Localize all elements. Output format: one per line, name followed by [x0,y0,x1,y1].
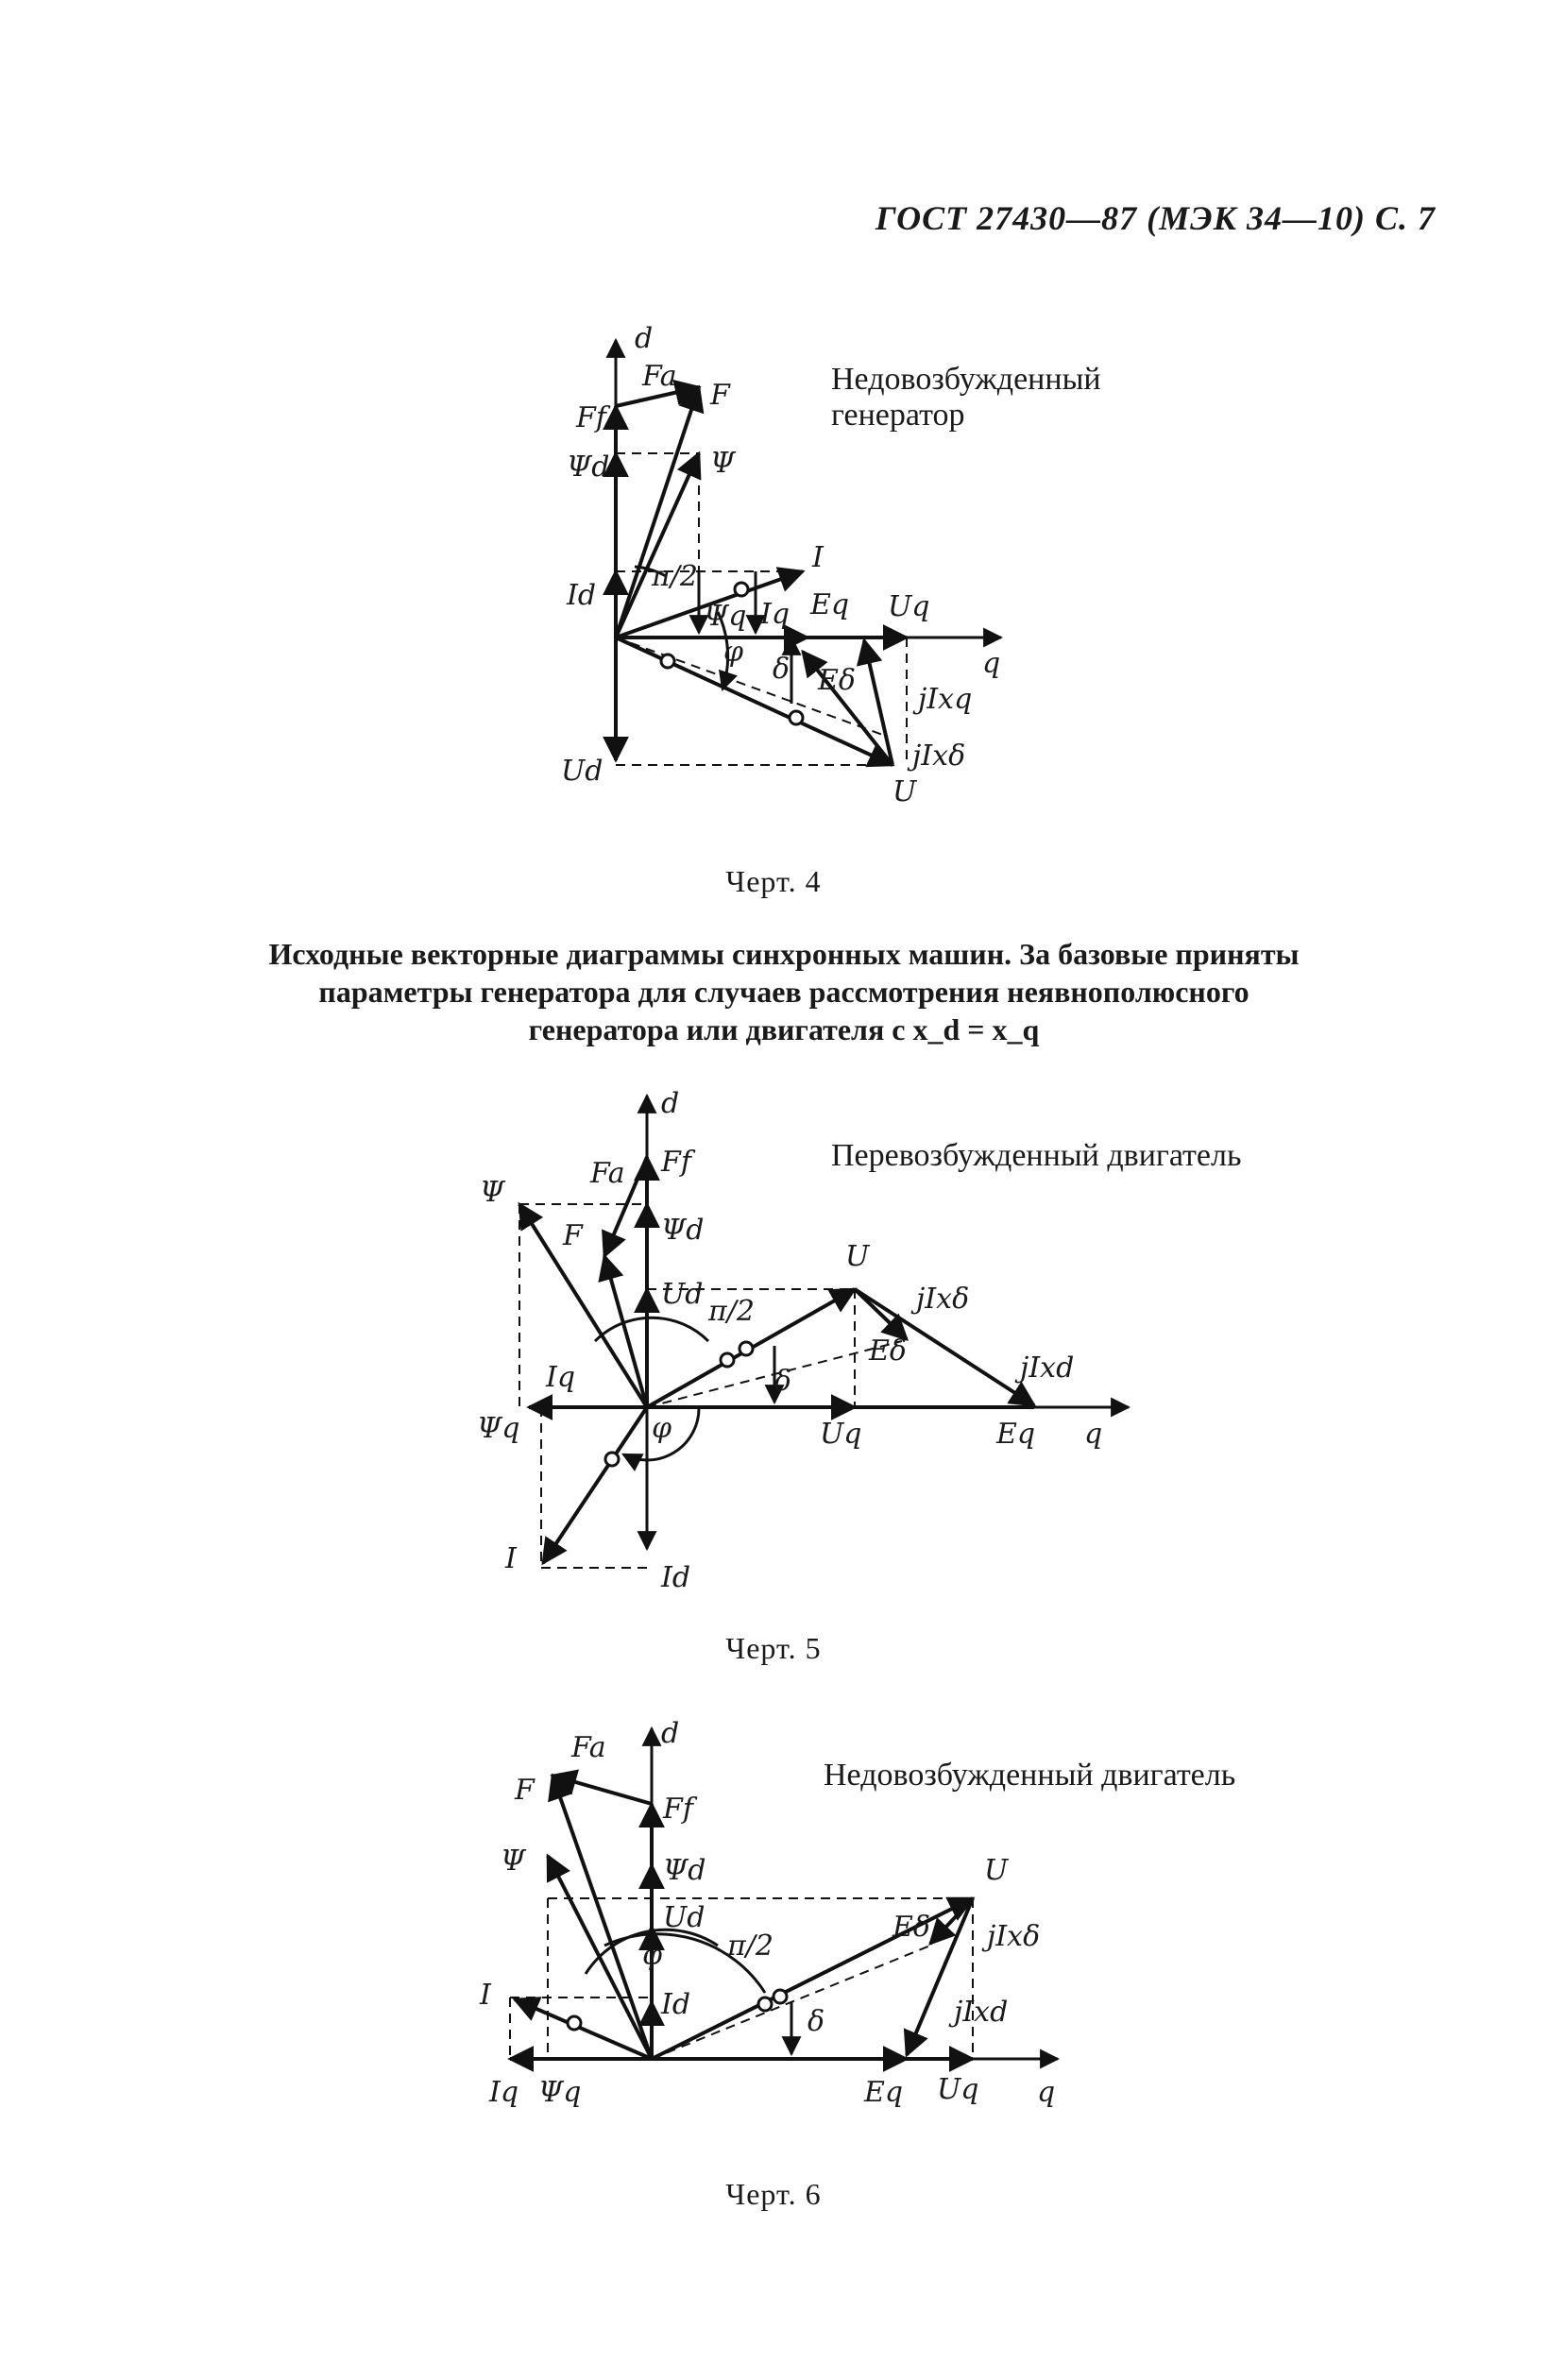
fig5-label-Psi: Ψ [480,1176,505,1209]
figure-4-caption: Черт. 4 [725,864,822,898]
fig4-vector-U [616,638,892,765]
fig5-label-jIxd: jIxd [1020,1352,1075,1385]
fig6-label-Iq: Iq [489,2076,519,2109]
fig6-node-3 [774,1990,787,2003]
fig5-label-U: U [845,1240,870,1273]
fig6-label-Id: Id [661,1988,691,2021]
figure-5-diagram [477,1087,1241,1594]
fig5-label-Id: Id [661,1561,691,1594]
fig6-label-Psi: Ψ [501,1844,526,1878]
fig4-label-phi: φ [723,636,744,669]
fig4-label-q: q [982,647,1001,680]
fig4-label-Fa: Fa [642,360,677,393]
fig6-label-Edelta: Eδ [892,1911,930,1944]
fig5-node-1 [721,1353,734,1367]
fig6-label-I: I [480,1979,491,2012]
fig4-node-1 [735,583,748,596]
fig6-label-F: F [515,1774,535,1807]
fig6-node-1 [568,2016,581,2030]
fig4-label-Psiq: Ψq [704,600,747,633]
fig5-label-jIxdelta: jIxδ [916,1283,970,1316]
fig4-label-I: I [812,541,824,574]
fig5-label-Psid: Ψd [661,1214,705,1247]
fig4-label-F: F [710,379,730,412]
figure-5-caption: Черт. 5 [725,1631,822,1665]
figure-5-title: Перевозбужденный двигатель [831,1138,1242,1173]
heading-line-2: параметры генератора для случаев рассмотрения неявнополюсного [318,975,1250,1009]
fig5-label-F: F [563,1219,583,1252]
fig6-label-Ff: Ff [663,1793,693,1826]
fig4-label-Eq: Eq [810,588,850,621]
fig5-vector-jIxdelta [855,1289,907,1339]
fig4-label-delta: δ [773,653,790,686]
page-header: ГОСТ 27430—87 (МЭК 34—10) С. 7 [875,199,1436,237]
fig5-label-Edelta: Eδ [869,1334,907,1368]
fig4-label-Id: Id [567,579,597,612]
fig5-label-Eq: Eq [996,1418,1036,1451]
fig5-node-3 [605,1453,619,1466]
fig6-node-2 [758,1998,772,2011]
figure-4-title-line-1: Недовозбужденный [831,362,1101,397]
fig6-label-U: U [984,1854,1009,1887]
fig6-vector-I [515,1999,652,2059]
fig5-label-Psiq: Ψq [477,1412,520,1445]
fig6-label-d: d [661,1717,680,1750]
fig4-label-Psi: Ψ [710,447,736,480]
fig5-label-Iq: Iq [546,1361,576,1394]
figure-6-caption: Черт. 6 [725,2177,822,2211]
fig4-node-3 [790,711,803,724]
figure-4-diagram [561,322,1101,808]
fig5-label-phi: φ [652,1412,672,1445]
fig4-label-d: d [635,322,654,355]
fig4-label-Iq: Iq [760,598,790,631]
fig5-node-2 [740,1342,753,1355]
fig6-label-Psid: Ψd [663,1854,706,1887]
fig6-label-q: q [1037,2076,1056,2109]
fig5-arc-pi2 [595,1318,708,1341]
fig4-label-jIxdelta: jIxδ [912,740,966,773]
fig6-label-Uq: Uq [937,2073,979,2106]
fig4-vector-Psi [616,453,699,638]
fig4-label-Ud: Ud [561,755,604,788]
fig4-vector-F [616,387,699,638]
heading-line-1: Исходные векторные диаграммы синхронных машин. За базовые приняты [268,937,1300,971]
heading-line-3: генератора или двигателя с x_d = x_q [528,1012,1040,1046]
fig4-label-jIxq: jIxq [918,683,973,716]
fig5-label-d: d [661,1087,680,1120]
figure-4-title-line-2: генератор [831,398,965,433]
fig5-vector-Psi [519,1204,647,1407]
figure-6-diagram [479,1717,1235,2109]
fig4-label-Uq: Uq [888,590,930,623]
fig6-label-Ud: Ud [663,1901,706,1934]
fig5-vector-F [604,1256,647,1407]
fig6-vector-Fa [552,1776,652,1804]
fig6-vector-jIxdelta [930,1898,973,1944]
fig6-label-delta: δ [808,2005,825,2038]
fig4-label-Edelta: Eδ [818,664,856,697]
fig5-label-q: q [1084,1418,1103,1451]
fig5-label-pi2: π/2 [708,1295,755,1328]
fig4-label-pi2: π/2 [652,560,698,593]
fig6-vector-F [552,1776,652,2059]
fig5-label-delta: δ [774,1365,792,1398]
fig5-label-Ud: Ud [661,1278,704,1311]
fig5-label-Uq: Uq [820,1418,862,1451]
fig4-label-Ff: Ff [576,401,606,434]
fig6-label-pi2: π/2 [727,1930,774,1963]
fig4-node-2 [661,654,674,668]
fig6-label-phi: φ [642,1939,663,1972]
figure-6-title: Недовозбужденный двигатель [824,1758,1236,1793]
fig5-vector-I [543,1407,647,1563]
fig6-label-jIxdelta: jIxδ [987,1920,1041,1953]
fig6-label-Psiq: Ψq [538,2076,582,2109]
fig6-label-Eq: Eq [864,2076,904,2109]
fig4-label-U: U [892,775,917,808]
fig6-label-Fa: Fa [571,1731,606,1764]
fig5-label-Fa: Fa [590,1157,625,1190]
fig4-label-Psid: Ψd [567,450,610,484]
fig5-label-I: I [505,1542,517,1575]
fig6-label-jIxd: jIxd [954,1996,1009,2029]
fig5-label-Ff: Ff [661,1146,691,1179]
